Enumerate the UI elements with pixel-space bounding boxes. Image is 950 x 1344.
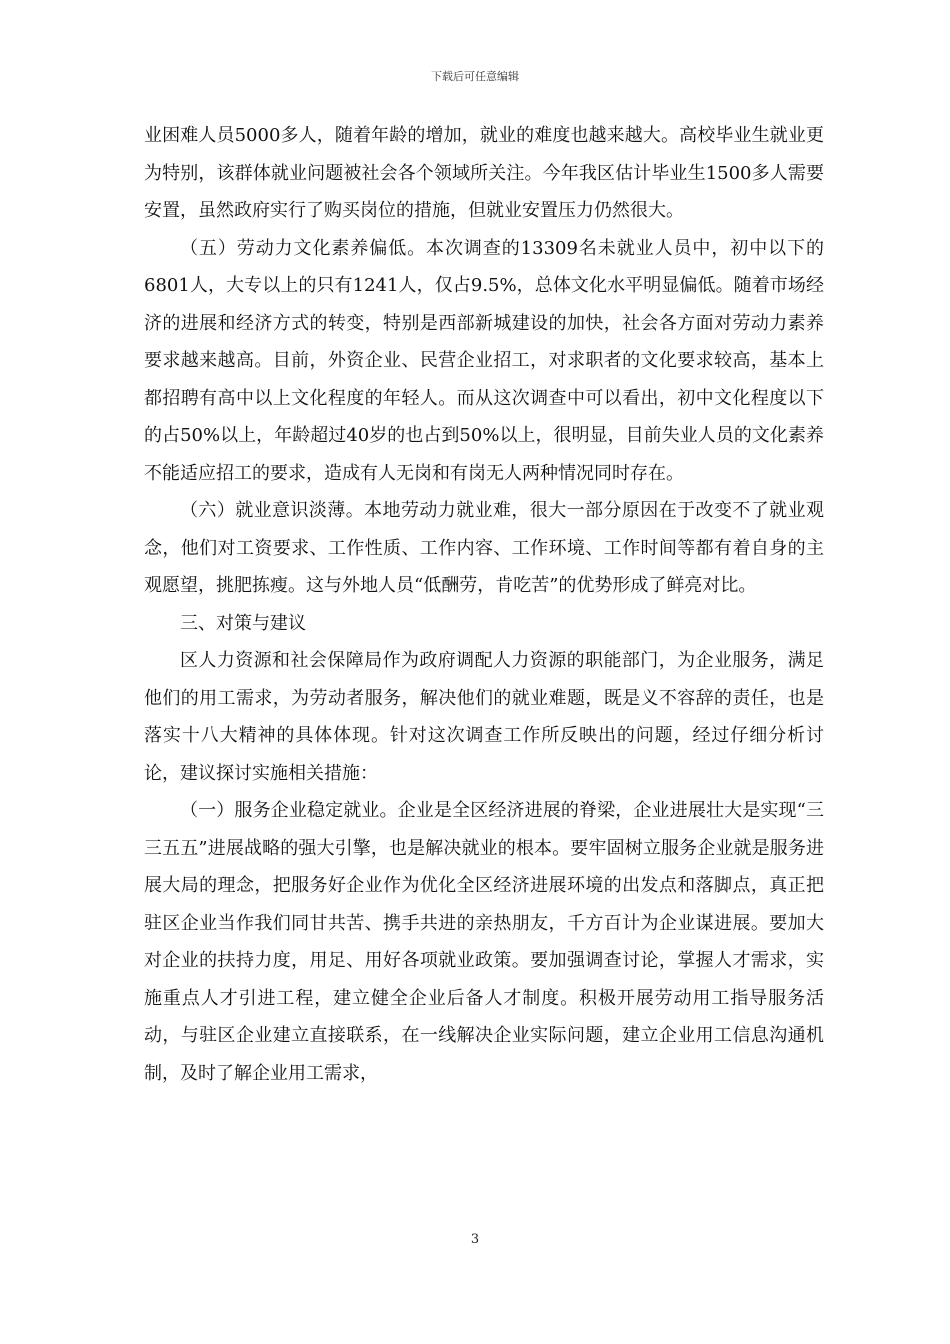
header-note: 下载后可任意编辑 xyxy=(431,70,519,83)
paragraph-bureau-role: 区人力资源和社会保障局作为政府调配人力资源的职能部门，为企业服务，满足他们的用工需求，为劳动者服务，解决他们的就业难题，既是义不容辞的责任，也是落实十八大精神的具体体现。针对这次调查工作所反映出的问题，经过仔细分析讨论，建议探讨实施相关措施： xyxy=(144,650,824,784)
page-number: 3 xyxy=(470,1232,480,1247)
paragraph-serve-enterprises: （一）服务企业稳定就业。企业是全区经济进展的脊梁，企业进展壮大是实现“三三五五”进展战略的强大引擎，也是解决就业的根本。要牢固树立服务企业就是服务进展大局的理念，把服务好企业作为优化全区经济进展环境的出发点和落脚点，真正把驻区企业当作我们同甘共苦、携手共进的亲热朋友，千方百计为企业谋进展。要加大对企业的扶持力度，用足、用好各项就业政策。要加强调查讨论，掌握人才需求，实施重点人才引进工程，建立健全企业后备人才制度。积极开展劳动用工指导服务活动，与驻区企业建立直接联系，在一线解决企业实际问题，建立企业用工信息沟通机制，及时了解企业用工需求， xyxy=(144,800,824,1084)
paragraph-labor-education: （五）劳动力文化素养偏低。本次调查的13309名未就业人员中，初中以下的6801人，大专以上的只有1241人，仅占9.5%，总体文化水平明显偏低。随着市场经济的进展和经济方式的转变，特别是西部新城建设的加快，社会各方面对劳动力素养要求越来越高。目前，外资企业、民营企业招工，对求职者的文化要求较高，基本上都招聘有高中以上文化程度的年轻人。而从这次调查中可以看出，初中文化程度以下的占50%以上，年龄超过40岁的也占到50%以上，很明显，目前失业人员的文化素养不能适应招工的要求，造成有人无岗和有岗无人两种情况同时存在。 xyxy=(144,237,824,484)
section-heading: 三、对策与建议 xyxy=(180,612,306,634)
paragraph-employment-awareness: （六）就业意识淡薄。本地劳动力就业难，很大一部分原因在于改变不了就业观念，他们对工资要求、工作性质、工作内容、工作环境、工作时间等都有着自身的主观愿望，挑肥拣瘦。这与外地人员“低酬劳，肯吃苦”的优势形成了鲜亮对比。 xyxy=(144,500,824,596)
body-text xyxy=(144,117,824,1092)
paragraph-continuation: 业困难人员5000多人，随着年龄的增加，就业的难度也越来越大。高校毕业生就业更为特别，该群体就业问题被社会各个领域所关注。今年我区估计毕业生1500多人需要安置，虽然政府实行了购买岗位的措施，但就业安置压力仍然很大。 xyxy=(144,125,824,221)
